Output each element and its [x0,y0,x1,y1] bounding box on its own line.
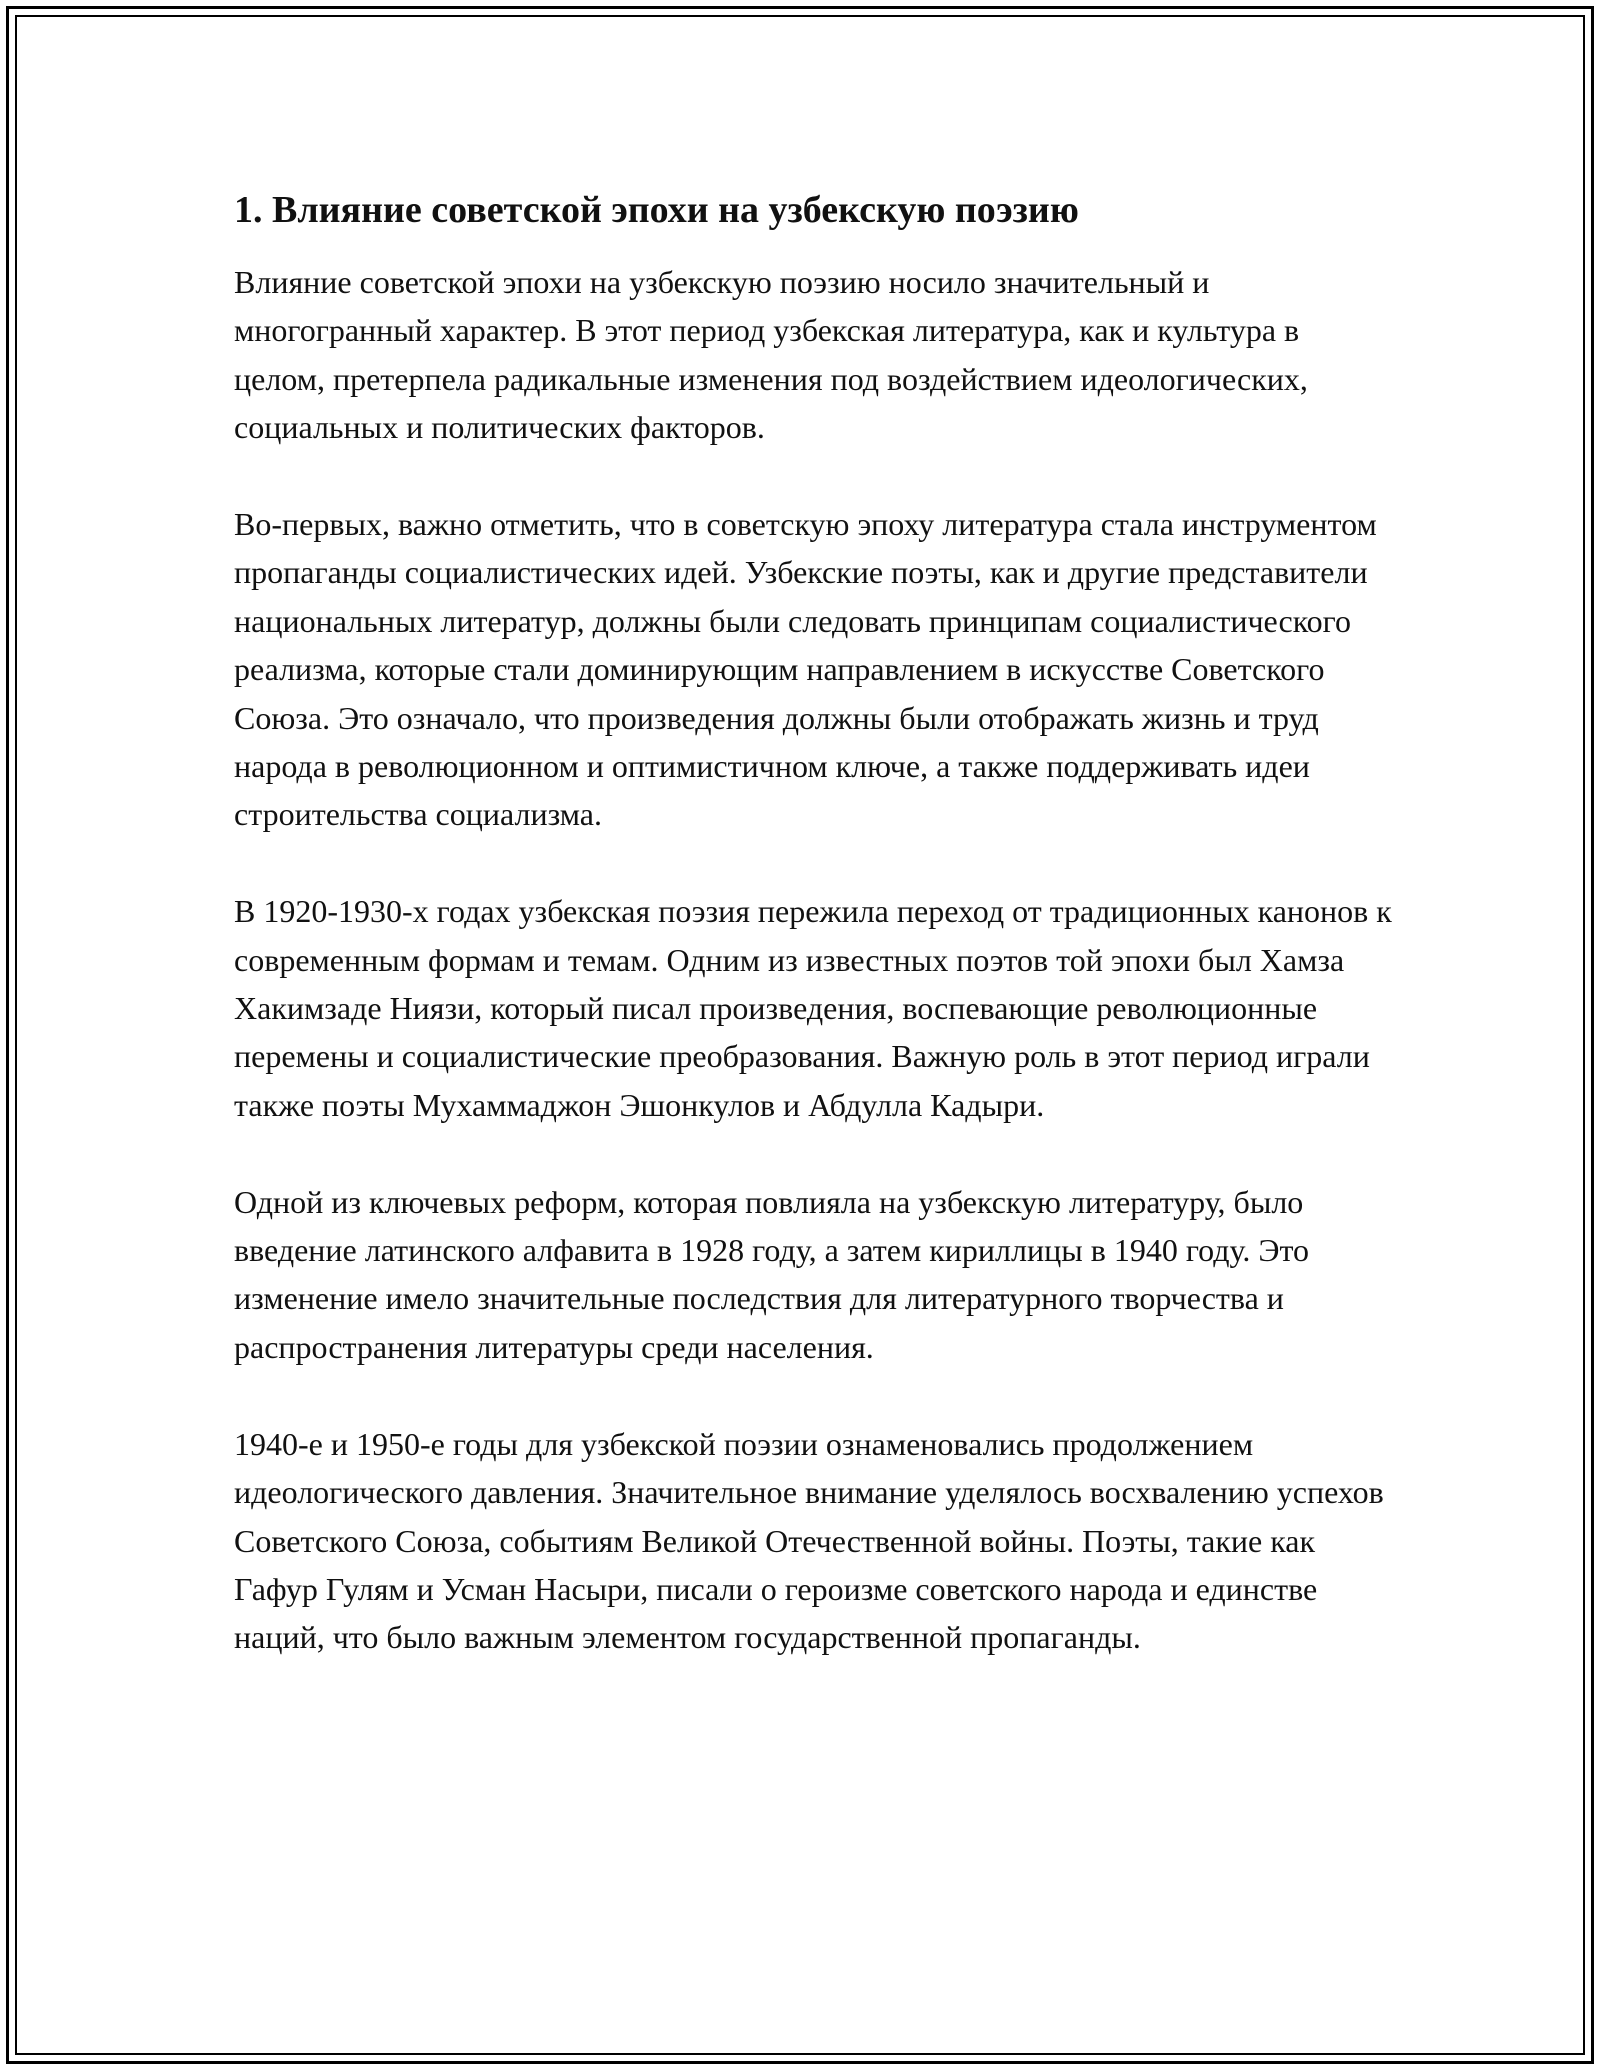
section-heading: 1. Влияние советской эпохи на узбекскую поэзию [234,189,1079,231]
paragraph-1920s-1930s: В 1920-1930-х годах узбекская поэзия пережила переход от традиционных канонов к современным формам и темам. Одним из известных поэтов той эпохи был Хамза Хакимзаде Ниязи, который писал произведения, воспевающие революционные перемены и социалистические преобразования. Важную роль в этот период играли также поэты Мухаммаджон Эшонкулов и Абдулла Кадыри. [234,893,1392,1123]
document-body [234,186,1394,1710]
paragraph-1940s-1950s: 1940-е и 1950-е годы для узбекской поэзии ознаменовались продолжением идеологического давления. Значительное внимание уделялось восхвалению успехов Советского Союза, событиям Великой Отечественной войны. Поэты, такие как Гафур Гулям и Усман Насыри, писали о героизме советского народа и единстве наций, что было важным элементом государственной пропаганды. [234,1425,1384,1656]
paragraph-socialist-realism: Во-первых, важно отметить, что в советскую эпоху литература стала инструментом пропаганды социалистических идей. Узбекские поэты, как и другие представители национальных литератур, должны были следовать принципам социалистического реализма, которые стали доминирующим направлением в искусстве Советского Союза. Это означало, что произведения должны были отображать жизнь и труд народа в революционном и оптимистичном ключе, а также поддерживать идеи строительства социализма. [234,506,1377,833]
paragraph-alphabet-reform: Одной из ключевых реформ, которая повлияла на узбекскую литературу, было введение латинского алфавита в 1928 году, а затем кириллицы в 1940 году. Это изменение имело значительные последствия для литературного творчества и распространения литературы среди населения. [234,1183,1309,1365]
paragraph-intro: Влияние советской эпохи на узбекскую поэзию носило значительный и многогранный характер. В этот период узбекская литература, как и культура в целом, претерпела радикальные изменения под воздействием идеологических, социальных и политических факторов. [234,264,1308,446]
